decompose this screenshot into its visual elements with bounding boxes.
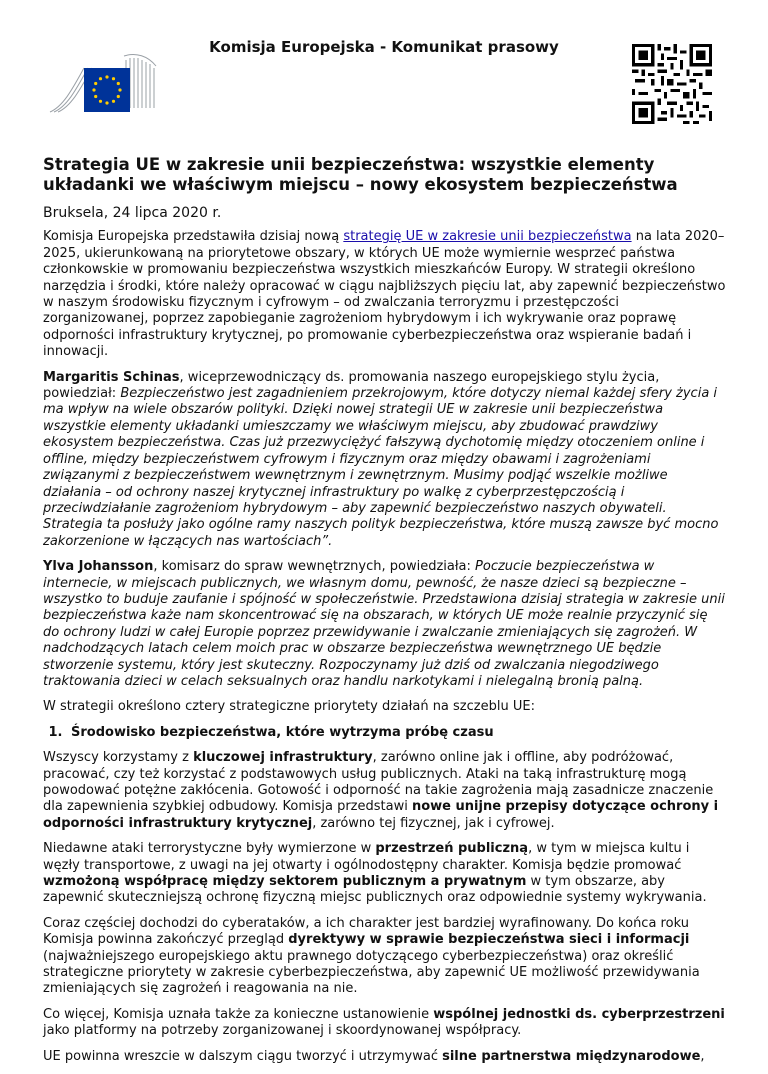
strategy-link[interactable]: strategię UE w zakresie unii bezpieczeństwa [343, 229, 632, 245]
press-release-header: Komisja Europejska - Komunikat prasowy [209, 38, 559, 56]
dateline: Bruksela, 24 lipca 2020 r. [43, 205, 222, 221]
bold-span: nowe unijne przepisy dotyczące ochrony i odporności infrastruktury krytycznej [43, 799, 719, 831]
text-span: , [700, 1048, 705, 1064]
intro-text-post: na lata 2020–2025, ukierunkowaną na priorytetowe obszary, w których UE może wymiernie wesprzeć państwa członkowskie w promowaniu bezpieczeństwa wszystkich mieszkańców Europy. W strategii określono narzędzia i środki, które należy opracować w ciągu najbliższych pięciu lat, aby zapewnić bezpieczeństwo w naszym środowisku fizycznym i cyfrowym – od zwalczania terroryzmu i przestępczości zorganizowanej, poprzez zapobieganie zagrożeniom hybrydowym i ich wykrywanie oraz poprawę odporności infrastruktury krytycznej, po promowanie cyberbezpieczeństwa oraz wspieranie badań i innowacji. [43, 229, 726, 360]
text-span: , zarówno online jak i offline, aby podróżować, pracować, czy też korzystać z podstawowych usług publicznych. Ataki na taką infrastrukturę mogą powodować potężne zakłócenia. Gotowość i odporność na takie zagrożenia mają zasadnicze znaczenie dla zapewnienia szybkiej odbudowy. Komisja przedstawi [43, 750, 714, 815]
bold-span: dyrektywy w sprawie bezpieczeństwa sieci i informacji [288, 932, 690, 948]
qr-code-icon [632, 44, 712, 124]
text-span: Niedawne ataki terrorystyczne były wymierzone w [43, 841, 376, 857]
paragraph-infrastructure [43, 750, 727, 832]
text-span: UE powinna wreszcie w dalszym ciągu tworzyć i utrzymywać [43, 1048, 443, 1064]
bold-span: przestrzeń publiczną [375, 841, 529, 857]
article-title: Strategia UE w zakresie unii bezpieczeństwa: wszystkie elementy układanki we właściwym miejscu – nowy ekosystem bezpieczeństwa [43, 155, 678, 194]
johansson-intro: , komisarz do spraw wewnętrznych, powiedziała: [153, 559, 476, 575]
text-span: w tym obszarze, aby zapewnić skuteczniejszą ochronę fizyczną miejsc publicznych oraz odpowiednie systemy wykrywania. [43, 874, 707, 906]
schinas-intro: , wiceprzewodniczący ds. promowania naszego europejskiego stylu życia, powiedział: [43, 369, 660, 402]
paragraph-public-spaces [43, 841, 727, 907]
text-span: , w tym w miejsca kultu i węzły transportowe, z uwagi na jej otwarty i ogólnodostępny charakter. Komisja będzie promować [43, 841, 690, 873]
text-span: Wszyscy korzystamy z [43, 750, 194, 766]
speaker-name-johansson: Ylva Johansson [43, 559, 154, 575]
paragraph-intro [43, 229, 727, 360]
priorities-list [43, 725, 727, 741]
paragraph-johansson-quote [43, 559, 727, 690]
bold-span: wzmożoną współpracę między sektorem publicznym a prywatnym [43, 874, 527, 890]
paragraph-priorities-intro: W strategii określono cztery strategiczne priorytety działań na szczeblu UE: [43, 699, 535, 715]
bold-span: silne partnerstwa międzynarodowe [442, 1048, 701, 1064]
eu-commission-logo-icon [44, 46, 160, 116]
bold-span: wspólnej jednostki ds. cyberprzestrzeni [433, 1006, 725, 1022]
paragraph-schinas-quote [43, 370, 727, 550]
schinas-quote: Bezpieczeństwo jest zagadnieniem przekrojowym, które dotyczy niemal każdej sfery życia i ma wpływ na wiele obszarów polityki. Dzięki nowej strategii UE w zakresie unii bezpieczeństwa wszystkie elementy układanki umieszczamy we właściwym miejscu, aby zbudować prawdziwy ekosystem bezpieczeństwa. Czas już przezwyciężyć fałszywą dychotomię między otoczeniem online i offline, między bezpieczeństwem cyfrowym i fizycznym oraz między obawami i zagrożeniami związanymi z bezpieczeństwem wewnętrznym i zewnętrznym. Musimy podjąć wszelkie możliwe działania – od ochrony naszej krytycznej infrastruktury po walkę z cyberprzestępczością i przeciwdziałanie zagrożeniom hybrydowym – aby zapewnić bezpieczeństwo naszych obywateli. Strategia ta posłuży jako ogólne ramy naszych polityk bezpieczeństwa, które muszą zawsze być mocno zakorzenione w łączących nas wartościach”. [43, 386, 719, 549]
intro-text-pre: Komisja Europejska przedstawiła dzisiaj nową [43, 229, 344, 245]
article [43, 155, 727, 1074]
speaker-name-schinas: Margaritis Schinas [43, 369, 180, 385]
paragraph-cyber-unit [43, 1007, 727, 1040]
johansson-quote: Poczucie bezpieczeństwa w internecie, w miejscach publicznych, we własnym domu, pewność, że nasze dzieci są bezpieczne – wszystko to buduje zaufanie i spójność w społeczeństwie. Przedstawiona dzisiaj strategia w zakresie unii bezpieczeństwa każe nam skoncentrować się na obszarach, w których UE może realnie przyczynić się do ochrony ludzi w całej Europie poprzez przewidywanie i zwalczanie zmieniających się zagrożeń. W nadchodzących latach celem moich prac w obszarze bezpieczeństwa wewnętrznego UE będzie stworzenie systemu, który jest skuteczny. Rozpoczynamy już dziś od zwalczania niegodziwego traktowania dzieci w celach seksualnych oraz handlu narkotykami i nielegalną bronią palną. [43, 559, 725, 689]
text-span: Coraz częściej dochodzi do cyberataków, a ich charakter jest bardziej wyrafinowany. Do końca roku Komisja powinna zakończyć przegląd [43, 915, 689, 948]
list-item: 1. Środowisko bezpieczeństwa, które wytrzyma próbę czasu [67, 725, 727, 741]
bold-span: kluczowej infrastruktury [193, 750, 373, 766]
text-span: (najważniejszego europejskiego aktu prawnego dotyczącego cyberbezpieczeństwa) oraz określić strategiczne priorytety w zakresie cyberbezpieczeństwa, aby zapewnić UE możliwość przewidywania zmieniających się zagrożeń i reagowania na nie. [43, 948, 700, 997]
eu-flag-background [84, 68, 130, 112]
paragraph-cyberattacks [43, 916, 727, 998]
text-span: Co więcej, Komisja uznała także za konieczne ustanowienie [43, 1006, 434, 1022]
text-span: , zarówno tej fizycznej, jak i cyfrowej. [312, 815, 555, 831]
paragraph-partnerships [43, 1049, 727, 1065]
text-span: jako platformy na potrzeby zorganizowanej i skoordynowanej współpracy. [43, 1023, 522, 1039]
